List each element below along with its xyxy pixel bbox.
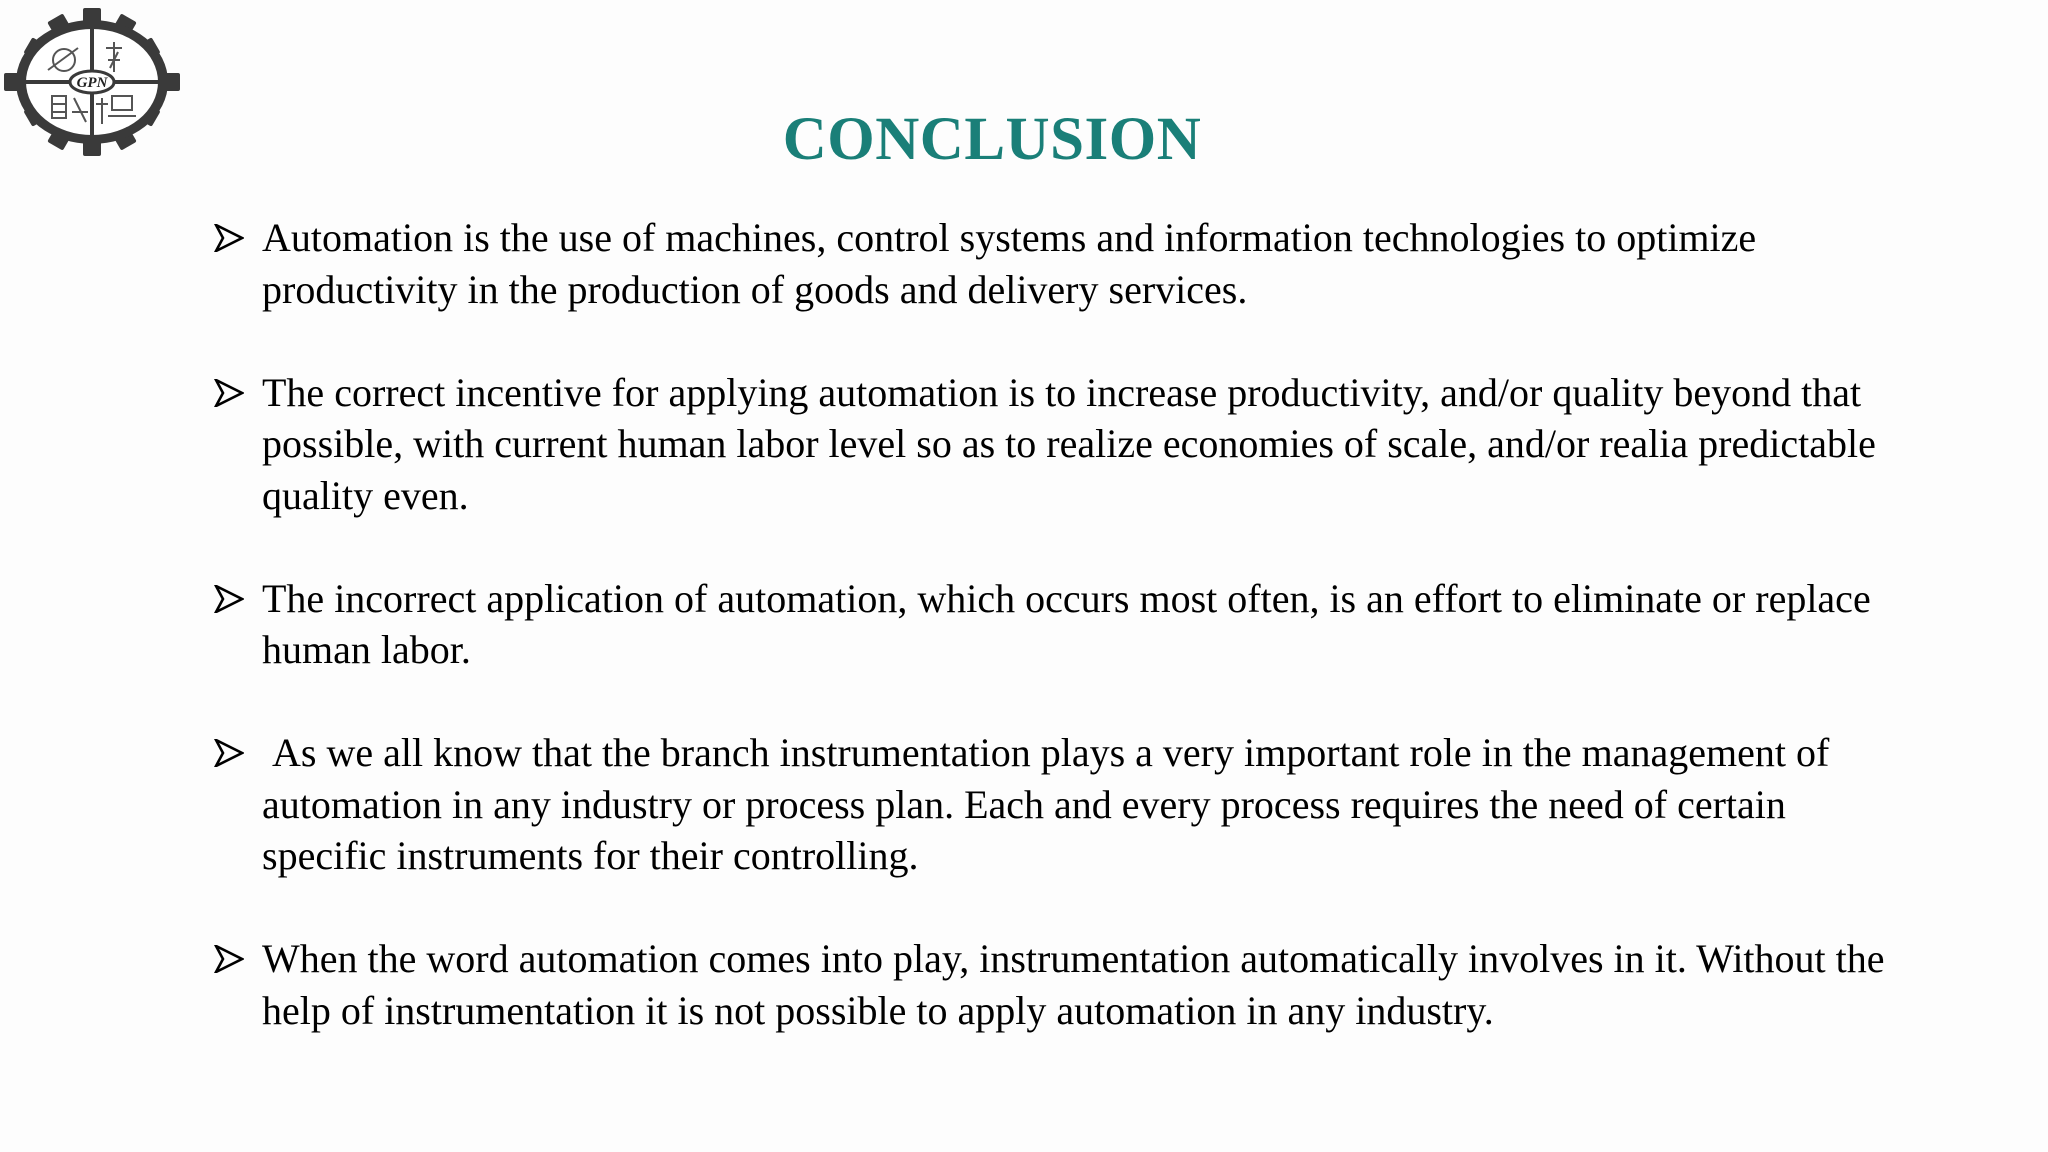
bullet-text: When the word automation comes into play, instrumentation automatically involves in it. Without the help of instrumentation it is not possible to apply automation in any industry. [262, 936, 1885, 1033]
bullet-text: Automation is the use of machines, control systems and information technologies to optimize productivity in the production of goods and delivery services. [262, 215, 1757, 312]
bullet-item [212, 727, 1892, 882]
bullet-item [212, 933, 1892, 1036]
svg-text:GPN: GPN [76, 75, 108, 91]
bullet-list [212, 212, 1892, 1088]
bullet-item [212, 212, 1892, 315]
arrowhead-bullet-icon [214, 945, 244, 973]
arrowhead-bullet-icon [214, 379, 244, 407]
bullet-text: The incorrect application of automation, which occurs most often, is an effort to eliminate or replace human labor. [262, 575, 1881, 672]
bullet-text: As we all know that the branch instrumentation plays a very important role in the management of automation in any industry or process plan. Each and every process requires the need of certain specific instruments for their controlling. [262, 730, 1840, 878]
bullet-text: The correct incentive for applying automation is to increase productivity, and/or quality beyond that possible, with current human labor level so as to realize economies of scale, and/or realia predictable quality even. [262, 369, 1876, 518]
arrowhead-bullet-icon [214, 224, 244, 252]
slide-title: CONCLUSION [782, 106, 1202, 173]
bullet-item [212, 573, 1892, 676]
bullet-item [212, 367, 1892, 522]
arrowhead-bullet-icon [214, 585, 244, 613]
arrowhead-bullet-icon [214, 739, 244, 767]
